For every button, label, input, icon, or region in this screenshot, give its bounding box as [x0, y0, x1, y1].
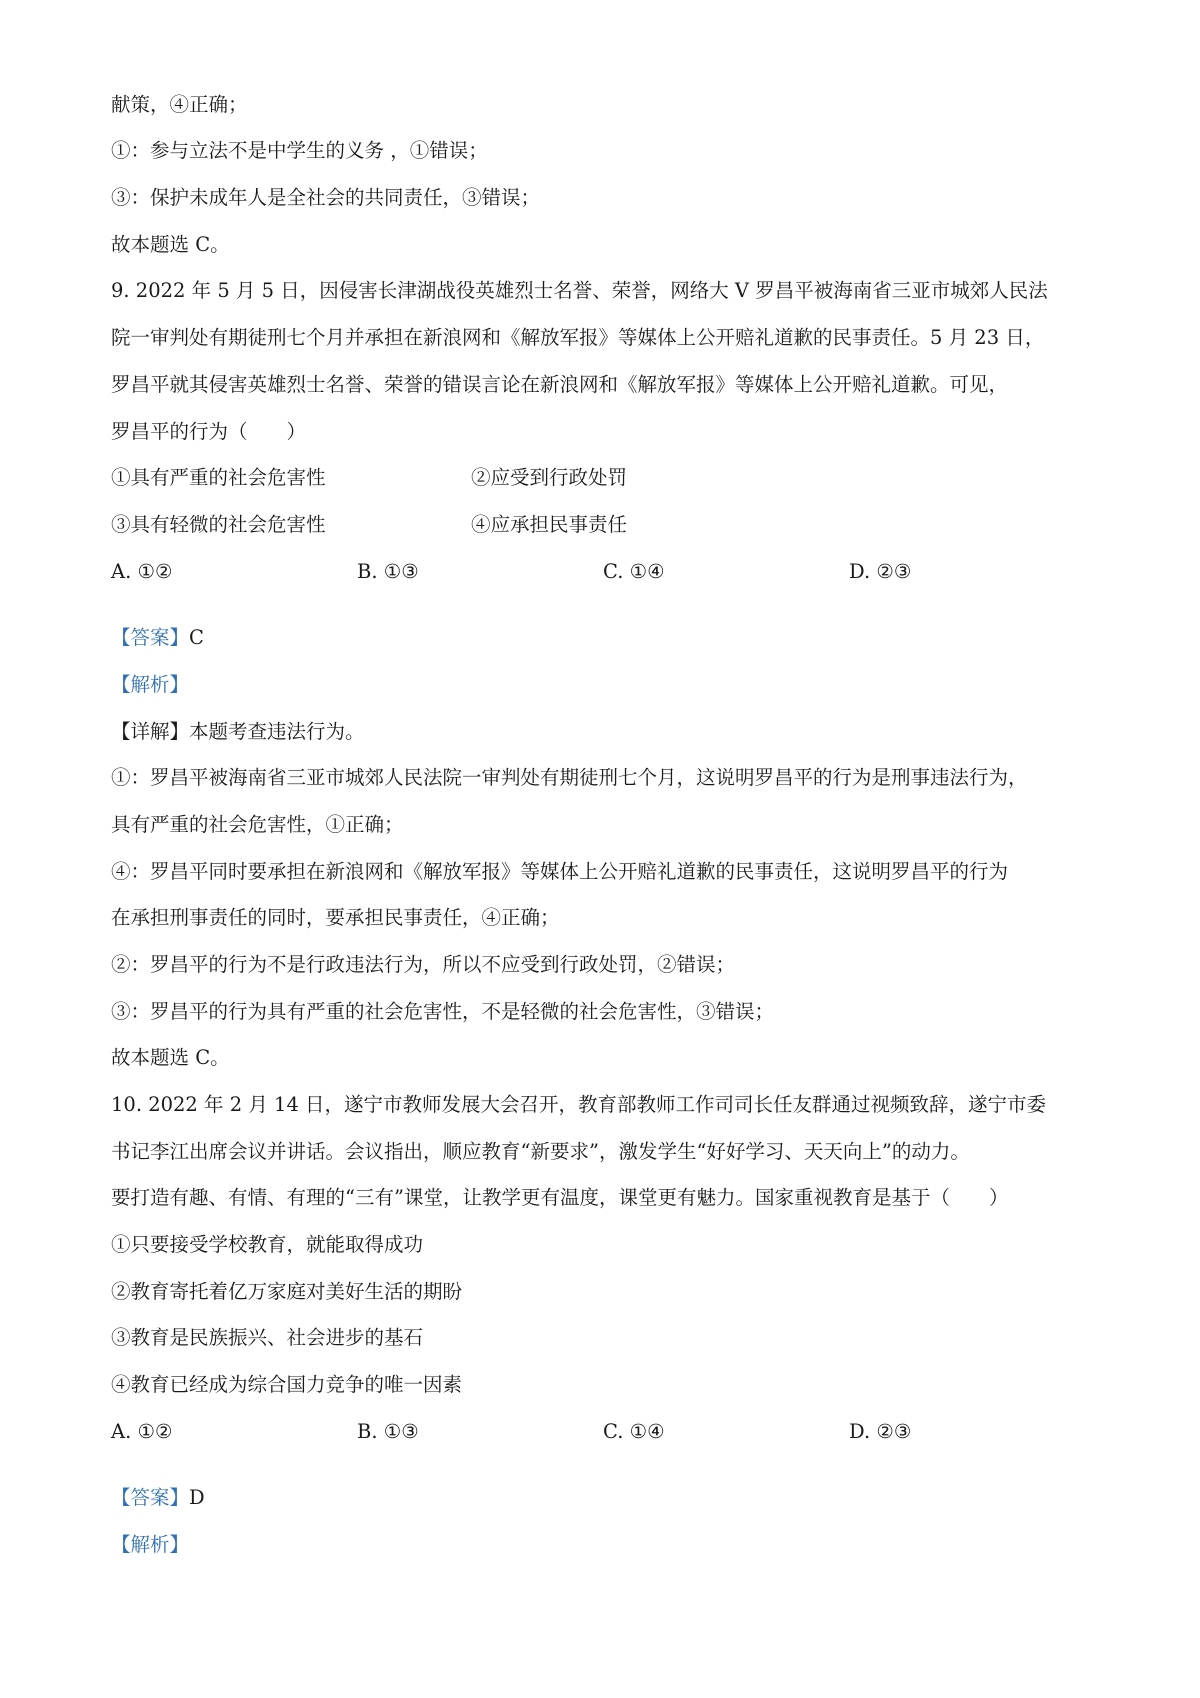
q10-statement: ③教育是民族振兴、社会进步的基石 [111, 1326, 424, 1349]
q10-option-b: B. ①③ [357, 1420, 419, 1443]
q9-answer [111, 625, 204, 651]
q9-stem-line: 罗昌平的行为（ ） [111, 420, 307, 443]
q9-stem-line: 9. 2022 年 5 月 5 日，因侵害长津湖战役英雄烈士名誉、荣誉，网络大 V 罗昌平被海南省三亚市城郊人民法 [111, 279, 1048, 302]
q9-statement: ④应承担民事责任 [471, 513, 628, 536]
q9-statement: ③具有轻微的社会危害性 [111, 513, 326, 536]
answer-value: D [189, 1486, 205, 1509]
q10-option-a: A. ①② [111, 1420, 173, 1443]
prev-explanation-line: 献策，④正确； [111, 93, 248, 116]
q10-stem-line: 书记李江出席会议并讲话。会议指出，顺应教育“新要求”，激发学生“好好学习、天天向上”的动力。 [111, 1140, 970, 1163]
prev-explanation-line: ③：保护未成年人是全社会的共同责任，③错误； [111, 186, 541, 209]
q9-explanation-line: ①：罗昌平被海南省三亚市城郊人民法院一审判处有期徒刑七个月，这说明罗昌平的行为是刑事违法行为， [111, 766, 1028, 789]
q9-statement: ①具有严重的社会危害性 [111, 466, 326, 489]
analysis-tag: 【解析】 [111, 1533, 190, 1556]
q9-explanation-line: ③：罗昌平的行为具有严重的社会危害性，不是轻微的社会危害性，③错误； [111, 1000, 775, 1023]
analysis-tag: 【解析】 [111, 673, 190, 696]
q9-explanation-line: ②：罗昌平的行为不是行政违法行为，所以不应受到行政处罚，②错误； [111, 953, 736, 976]
q9-option-c: C. ①④ [603, 560, 665, 583]
q9-conclusion: 故本题选 C。 [111, 1046, 230, 1069]
q9-option-a: A. ①② [111, 560, 173, 583]
q9-explanation-line: 在承担刑事责任的同时，要承担民事责任，④正确； [111, 906, 560, 929]
q10-statement: ④教育已经成为综合国力竞争的唯一因素 [111, 1373, 463, 1396]
q10-option-d: D. ②③ [849, 1420, 912, 1443]
prev-explanation-line: ①：参与立法不是中学生的义务 ，①错误； [111, 139, 488, 162]
q9-stem-line: 罗昌平就其侵害英雄烈士名誉、荣誉的错误言论在新浪网和《解放军报》等媒体上公开赔礼道歉。可见， [111, 373, 1009, 396]
q9-analysis-heading [111, 672, 189, 698]
q10-analysis-heading [111, 1532, 189, 1558]
q9-explanation-line: ④：罗昌平同时要承担在新浪网和《解放军报》等媒体上公开赔礼道歉的民事责任，这说明罗昌平的行为 [111, 860, 1009, 883]
q10-stem-line: 要打造有趣、有情、有理的“三有”课堂，让教学更有温度，课堂更有魅力。国家重视教育是基于（ ） [111, 1186, 1009, 1209]
q10-option-c: C. ①④ [603, 1420, 665, 1443]
q9-explanation-line: 具有严重的社会危害性，①正确； [111, 813, 404, 836]
answer-tag: 【答案】 [111, 626, 190, 649]
q9-option-d: D. ②③ [849, 560, 912, 583]
q9-detail: 【详解】本题考查违法行为。 [111, 720, 365, 743]
q9-stem-line: 院一审判处有期徒刑七个月并承担在新浪网和《解放军报》等媒体上公开赔礼道歉的民事责任。5 月 23 日， [111, 326, 1045, 349]
q10-stem-line: 10. 2022 年 2 月 14 日，遂宁市教师发展大会召开，教育部教师工作司司长任友群通过视频致辞，遂宁市委 [111, 1093, 1047, 1116]
answer-value: C [189, 626, 204, 649]
prev-conclusion: 故本题选 C。 [111, 233, 230, 256]
q10-statement: ①只要接受学校教育，就能取得成功 [111, 1233, 424, 1256]
q10-answer [111, 1485, 205, 1511]
answer-tag: 【答案】 [111, 1486, 190, 1509]
q9-option-b: B. ①③ [357, 560, 419, 583]
q10-statement: ②教育寄托着亿万家庭对美好生活的期盼 [111, 1280, 463, 1303]
q9-statement: ②应受到行政处罚 [471, 466, 628, 489]
